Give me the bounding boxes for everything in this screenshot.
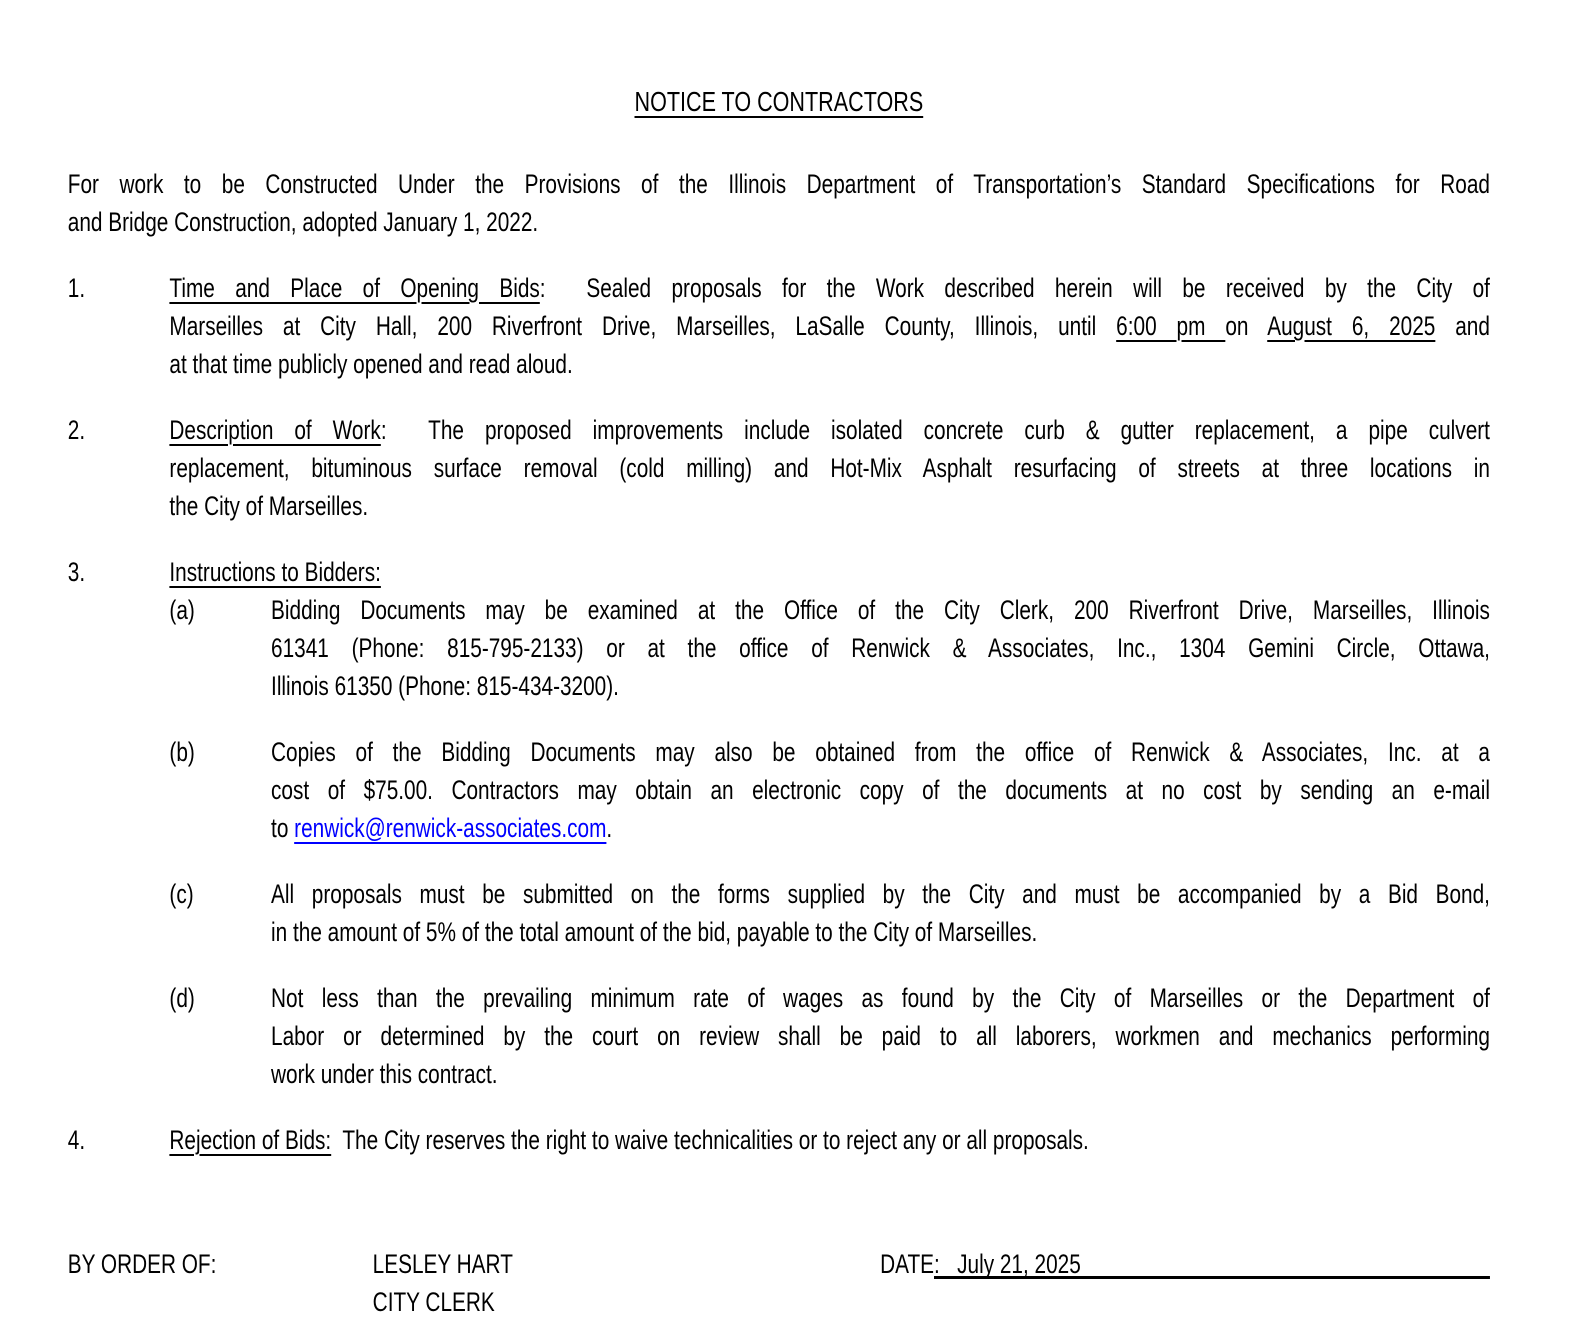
- section-2-description-of-work: [68, 411, 1490, 525]
- section-1-line-2-post: and: [1435, 311, 1490, 341]
- item-b-label: (b): [169, 737, 195, 767]
- section-1-line-2-mid: on: [1225, 311, 1268, 341]
- section-1-line-2-pre: Marseilles at City Hall, 200 Riverfront Drive, Marseilles, LaSalle County, Illinois, until: [169, 311, 1117, 341]
- section-2-body: [169, 411, 1490, 525]
- item-b-line-1: Copies of the Bidding Documents may also be obtained from the office of Renwick & Associates, Inc. at a: [271, 737, 1490, 767]
- section-4-rejection-of-bids: [68, 1121, 1490, 1159]
- item-a-line-2: 61341 (Phone: 815-795-2133) or at the office of Renwick & Associates, Inc., 1304 Gemini Circle, Ottawa,: [271, 633, 1490, 663]
- section-1-line-3: at that time publicly opened and read aloud.: [169, 349, 573, 379]
- intro-line-2: and Bridge Construction, adopted January 1, 2022.: [67, 207, 539, 237]
- item-b-line-2: cost of $75.00. Contractors may obtain an electronic copy of the documents at no cost by sending an e-mail: [271, 775, 1490, 805]
- item-d-body: [271, 979, 1490, 1093]
- section-1-line-2: [169, 307, 1490, 345]
- section-2-line-3: the City of Marseilles.: [169, 491, 369, 521]
- section-1-line-1-rest: : Sealed proposals for the Work described herein will be received by the City of: [539, 273, 1490, 303]
- item-b-line-3-post: .: [606, 813, 613, 843]
- signer-role: CITY CLERK: [372, 1287, 495, 1317]
- section-2-line-1: [169, 411, 1490, 449]
- section-1-body: [169, 269, 1490, 383]
- item-c-line-2: in the amount of 5% of the total amount of the bid, payable to the City of Marseilles.: [271, 917, 1038, 947]
- section-4-body: [169, 1121, 1490, 1159]
- section-1-number: 1.: [67, 273, 86, 303]
- section-4-line-1: [169, 1121, 1490, 1159]
- intro-paragraph: [68, 165, 1490, 241]
- date-label: DATE: [880, 1249, 935, 1279]
- item-c-line-1: All proposals must be submitted on the forms supplied by the City and must be accompanied by a Bid Bond,: [271, 879, 1490, 909]
- item-b-body: [271, 733, 1490, 847]
- section-3-number: 3.: [67, 557, 86, 587]
- by-order-of-label: BY ORDER OF:: [67, 1249, 217, 1279]
- item-a-line-1: Bidding Documents may be examined at the Office of the City Clerk, 200 Riverfront Drive, Marseilles, Illinois: [271, 595, 1490, 625]
- item-d-line-1: Not less than the prevailing minimum rate of wages as found by the City of Marseilles or the Department of: [271, 983, 1490, 1013]
- page-title: NOTICE TO CONTRACTORS: [634, 86, 924, 117]
- item-a-body: [271, 591, 1490, 705]
- section-2-line-1-rest: : The proposed improvements include isolated concrete curb & gutter replacement, a pipe culvert: [380, 415, 1490, 445]
- section-4-heading: Rejection of Bids:: [169, 1125, 332, 1155]
- item-a-label: (a): [169, 595, 195, 625]
- section-2-line-2: replacement, bituminous surface removal (cold milling) and Hot-Mix Asphalt resurfacing of streets at three locations in: [169, 453, 1490, 483]
- section-4-line-1-rest: The City reserves the right to waive technicalities or to reject any or all proposals.: [331, 1125, 1089, 1155]
- item-a: [169, 591, 1490, 705]
- item-d: [169, 979, 1490, 1093]
- section-4-number: 4.: [67, 1125, 86, 1155]
- section-3-heading: Instructions to Bidders:: [169, 557, 381, 587]
- section-1-line-1: [169, 269, 1490, 307]
- item-a-line-3: Illinois 61350 (Phone: 815-434-3200).: [271, 671, 619, 701]
- section-3-body: [169, 553, 1490, 1093]
- title-row: [68, 83, 1490, 121]
- item-b-line-3-pre: to: [271, 813, 295, 843]
- item-b: [169, 733, 1490, 847]
- item-c: [169, 875, 1490, 951]
- bid-time: 6:00 pm: [1116, 311, 1226, 341]
- section-3-heading-line: [169, 553, 1490, 591]
- item-d-label: (d): [169, 983, 195, 1013]
- date-field: [880, 1245, 1490, 1283]
- signature-block: [68, 1245, 1490, 1321]
- item-c-body: [271, 875, 1490, 951]
- item-d-line-3: work under this contract.: [271, 1059, 498, 1089]
- section-1-heading: Time and Place of Opening Bids: [169, 273, 540, 303]
- item-d-line-2: Labor or determined by the court on review shall be paid to all laborers, workmen and mechanics performing: [271, 1021, 1490, 1051]
- item-b-line-3: [271, 809, 1490, 847]
- item-c-label: (c): [169, 879, 194, 909]
- section-1-opening-bids: [68, 269, 1490, 383]
- section-2-number: 2.: [67, 415, 86, 445]
- email-link[interactable]: renwick@renwick-associates.com: [294, 813, 607, 843]
- bid-date: August 6, 2025: [1267, 311, 1436, 341]
- section-3-instructions-to-bidders: [68, 553, 1490, 1093]
- date-underline: : July 21, 2025: [934, 1245, 1490, 1279]
- section-2-heading: Description of Work: [169, 415, 381, 445]
- signer-name: LESLEY HART: [372, 1249, 513, 1279]
- intro-line-1: For work to be Constructed Under the Provisions of the Illinois Department of Transportation’s Standard Specifications for Road: [67, 169, 1490, 199]
